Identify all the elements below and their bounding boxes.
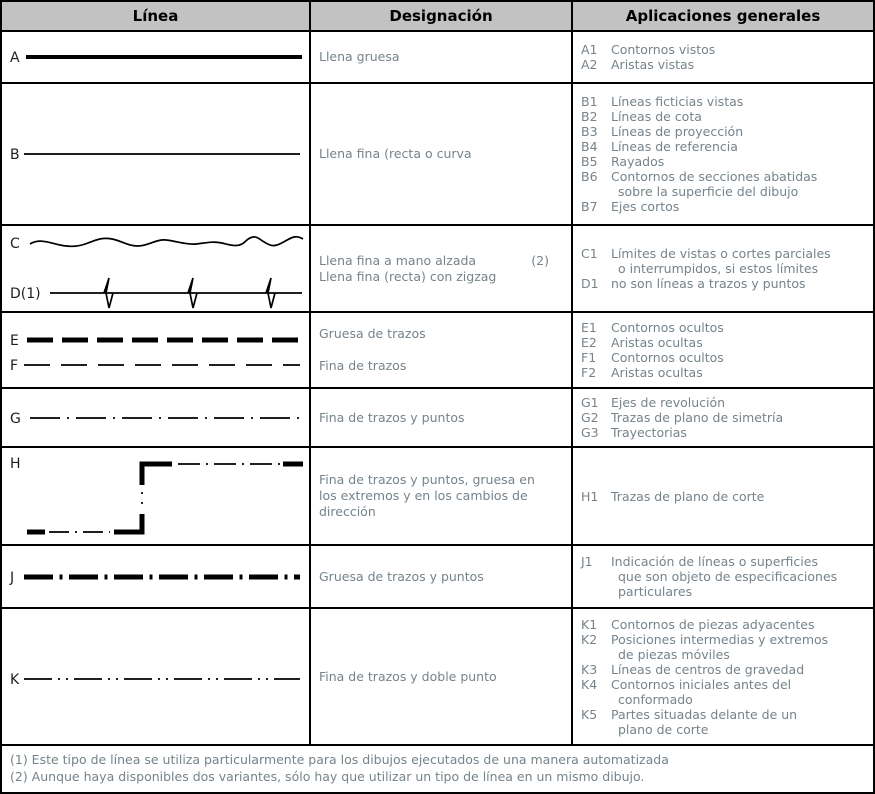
- application-text: [611, 365, 869, 380]
- application-code: H1: [581, 488, 599, 504]
- application-text-line: Rayados: [611, 154, 665, 169]
- application-code: G2: [581, 410, 599, 425]
- designation-cell: [311, 389, 573, 446]
- row-E: [2, 311, 873, 387]
- designation-cell: [311, 546, 573, 607]
- designation-text: Llena fina (recta) con zigzag: [319, 268, 497, 284]
- designation-text: Fina de trazos: [319, 358, 407, 373]
- svg-text:J: J: [10, 570, 15, 586]
- designation-cell: [311, 313, 573, 387]
- row-A: [2, 30, 873, 82]
- application-item: [581, 677, 869, 707]
- line-sample-G: [2, 389, 311, 446]
- application-text: [611, 662, 869, 677]
- application-item: [581, 662, 869, 677]
- svg-text:E: E: [10, 333, 19, 349]
- application-item: [581, 350, 869, 365]
- application-text: [611, 617, 869, 632]
- application-text-line: Líneas de cota: [611, 109, 702, 124]
- designation-text: Llena fina a mano alzada: [319, 252, 477, 268]
- application-text-line: Líneas de proyección: [611, 124, 744, 139]
- application-text: [611, 276, 869, 291]
- application-text: [611, 169, 869, 199]
- application-code: K5: [581, 706, 598, 722]
- application-text-line: conformado: [618, 691, 693, 707]
- application-text-line: sobre la superficie del dibujo: [618, 184, 799, 199]
- row-C: [2, 224, 873, 311]
- application-item: [581, 246, 869, 276]
- column-header-linea: Línea: [2, 2, 311, 30]
- application-text-line: de piezas móviles: [618, 646, 730, 662]
- application-text-line: Aristas vistas: [611, 57, 695, 72]
- application-item: [581, 320, 869, 335]
- footnote-2: (2) Aunque haya disponibles dos variantes, sólo hay que utilizar un tipo de línea en un mismo dibujo.: [10, 769, 645, 784]
- application-code: A1: [581, 42, 598, 57]
- application-code: J1: [581, 554, 593, 569]
- application-text-line: Contornos vistos: [611, 42, 716, 57]
- line-sample-H: [2, 448, 311, 544]
- application-text: [611, 109, 869, 124]
- application-text-line: Contornos ocultos: [611, 320, 724, 335]
- footnotes: [2, 744, 873, 787]
- application-text: [611, 139, 869, 154]
- application-text: [611, 425, 869, 440]
- application-text: [611, 410, 869, 425]
- application-text-line: Líneas ficticias vistas: [611, 94, 744, 109]
- application-code: B1: [581, 94, 598, 109]
- line-sample-C: [2, 226, 311, 311]
- application-item: [581, 199, 869, 214]
- application-text-line: que son objeto de especificaciones: [618, 569, 838, 584]
- application-code: C1: [581, 246, 598, 261]
- line-sample-A: [2, 32, 311, 82]
- application-code: E2: [581, 335, 597, 350]
- application-code: G1: [581, 395, 599, 410]
- designation-line: [319, 358, 565, 374]
- application-text: [611, 489, 869, 504]
- applications-cell: [573, 32, 873, 82]
- application-text-line: Contornos ocultos: [611, 350, 724, 365]
- designation-text: Gruesa de trazos: [319, 326, 426, 341]
- application-text: [611, 335, 869, 350]
- designation-line: [319, 146, 565, 162]
- designation-cell: [311, 32, 573, 82]
- svg-text:D(1): D(1): [10, 286, 41, 302]
- application-text-line: Aristas ocultas: [611, 365, 703, 380]
- application-item: [581, 365, 869, 380]
- designation-text: Llena gruesa: [319, 49, 400, 64]
- application-code: B7: [581, 199, 598, 214]
- application-text-line: Líneas de referencia: [611, 139, 738, 154]
- application-item: [581, 554, 869, 599]
- line-sample-B: [2, 84, 311, 224]
- designation-line: [319, 504, 565, 520]
- applications-cell: [573, 546, 873, 607]
- designation-line: [319, 472, 565, 488]
- designation-text: los extremos y en los cambios de: [319, 488, 528, 503]
- svg-text:B: B: [10, 147, 20, 163]
- designation-line: [319, 669, 565, 685]
- application-text-line: Contornos de secciones abatidas: [611, 169, 818, 184]
- application-code: A2: [581, 57, 598, 72]
- application-code: B2: [581, 109, 598, 124]
- svg-text:G: G: [10, 411, 21, 427]
- footnote-1: (1) Este tipo de línea se utiliza particularmente para los dibujos ejecutados de una manera automatizada: [10, 752, 669, 767]
- application-item: [581, 109, 869, 124]
- applications-cell: [573, 226, 873, 311]
- application-code: K4: [581, 676, 598, 692]
- row-B: [2, 82, 873, 224]
- application-code: D1: [581, 276, 599, 291]
- application-text: [611, 154, 869, 169]
- designation-cell: [311, 226, 573, 311]
- application-code: F1: [581, 350, 597, 365]
- application-item: [581, 139, 869, 154]
- row-H: [2, 446, 873, 544]
- line-sample-E: [2, 313, 311, 387]
- application-text: [611, 632, 869, 662]
- application-item: [581, 335, 869, 350]
- application-code: F2: [581, 365, 597, 380]
- row-G: [2, 387, 873, 446]
- designation-text: dirección: [319, 504, 376, 519]
- table-header: [2, 2, 873, 30]
- application-text-line: Contornos de piezas adyacentes: [611, 616, 815, 632]
- application-item: [581, 124, 869, 139]
- application-item: [581, 276, 869, 291]
- designation-line: [319, 253, 565, 269]
- application-text: [611, 57, 869, 72]
- application-item: [581, 489, 869, 504]
- application-text: [611, 395, 869, 410]
- application-text-line: Trazas de plano de corte: [611, 488, 765, 504]
- application-text: [611, 707, 869, 737]
- application-text-line: o interrumpidos, si estos límites: [618, 261, 819, 276]
- svg-text:F: F: [10, 358, 19, 374]
- application-text-line: Contornos iniciales antes del: [611, 676, 792, 692]
- designation-line: [319, 569, 565, 585]
- designation-text: Gruesa de trazos y puntos: [319, 568, 484, 584]
- application-item: [581, 632, 869, 662]
- svg-text:H: H: [10, 456, 21, 472]
- application-code: B4: [581, 139, 598, 154]
- application-code: K3: [581, 661, 598, 677]
- designation-line: [319, 269, 565, 285]
- column-header-aplicaciones: Aplicaciones generales: [625, 7, 821, 25]
- application-text-line: Posiciones intermedias y extremos: [611, 631, 829, 647]
- application-text: [611, 42, 869, 57]
- application-item: [581, 425, 869, 440]
- application-text-line: Límites de vistas o cortes parciales: [611, 246, 831, 261]
- application-code: B5: [581, 154, 598, 169]
- application-text-line: Aristas ocultas: [611, 335, 703, 350]
- row-J: [2, 544, 873, 607]
- application-text: [611, 677, 869, 707]
- application-text: [611, 199, 869, 214]
- application-item: [581, 94, 869, 109]
- application-item: [581, 169, 869, 199]
- column-header-designacion: Designación: [311, 2, 573, 30]
- application-text: [611, 246, 869, 276]
- svg-text:A: A: [10, 50, 20, 66]
- designation-text: Fina de trazos y doble punto: [319, 668, 497, 684]
- application-text-line: Trayectorias: [611, 425, 687, 440]
- applications-cell: [573, 84, 873, 224]
- applications-cell: [573, 609, 873, 744]
- designation-line: [319, 342, 565, 358]
- application-item: [581, 707, 869, 737]
- application-item: [581, 410, 869, 425]
- designation-cell: [311, 448, 573, 544]
- application-text-line: Indicación de líneas o superficies: [611, 554, 818, 569]
- designation-line: [319, 326, 565, 342]
- application-item: [581, 617, 869, 632]
- application-code: E1: [581, 320, 597, 335]
- application-item: [581, 57, 869, 72]
- application-text: [611, 350, 869, 365]
- application-text-line: plano de corte: [618, 721, 709, 737]
- application-text: [611, 94, 869, 109]
- svg-text:K: K: [10, 672, 20, 688]
- application-text-line: Ejes de revolución: [611, 395, 726, 410]
- application-item: [581, 154, 869, 169]
- application-text-line: no son líneas a trazos y puntos: [611, 276, 806, 291]
- designation-cell: [311, 609, 573, 744]
- applications-cell: [573, 313, 873, 387]
- application-item: [581, 395, 869, 410]
- designation-line: [319, 488, 565, 504]
- application-text-line: Trazas de plano de simetría: [611, 410, 784, 425]
- application-code: B3: [581, 124, 598, 139]
- application-code: K1: [581, 616, 598, 632]
- applications-cell: [573, 448, 873, 544]
- svg-text:C: C: [10, 236, 20, 252]
- line-sample-K: [2, 609, 311, 744]
- designation-line: [319, 49, 565, 65]
- application-text-line: Ejes cortos: [611, 199, 680, 214]
- designation-cell: [311, 84, 573, 224]
- designation-text: Fina de trazos y puntos: [319, 409, 465, 425]
- designation-note: (2): [531, 252, 549, 268]
- application-text: [611, 320, 869, 335]
- designation-line: [319, 410, 565, 426]
- row-K: [2, 607, 873, 744]
- application-text: [611, 124, 869, 139]
- application-text: [611, 554, 869, 599]
- application-text-line: particulares: [618, 584, 693, 599]
- designation-text: Fina de trazos y puntos, gruesa en: [319, 472, 535, 487]
- application-item: [581, 42, 869, 57]
- application-code: K2: [581, 631, 598, 647]
- applications-cell: [573, 389, 873, 446]
- designation-text: Llena fina (recta o curva: [319, 146, 472, 161]
- table-body: [2, 30, 873, 744]
- application-text-line: Líneas de centros de gravedad: [611, 661, 805, 677]
- line-sample-J: [2, 546, 311, 607]
- application-code: G3: [581, 425, 599, 440]
- application-text-line: Partes situadas delante de un: [611, 706, 798, 722]
- application-code: B6: [581, 169, 598, 184]
